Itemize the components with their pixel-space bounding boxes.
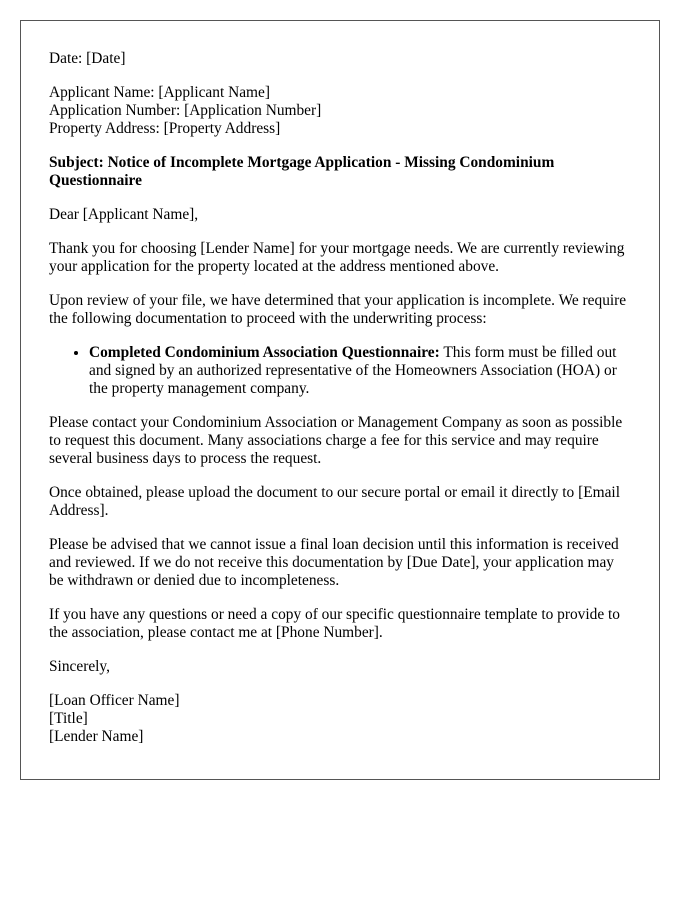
paragraph-advisory: Please be advised that we cannot issue a final loan decision until this information is received and reviewed. If we do not receive this documentation by [Due Date], your application may be withdrawn or denied due to incompleteness. [49, 536, 619, 589]
closing: Sincerely, [49, 658, 110, 675]
signature-name: [Loan Officer Name] [49, 692, 180, 709]
application-number-line: Application Number: [Application Number] [49, 102, 322, 119]
salutation: Dear [Applicant Name], [49, 206, 199, 223]
paragraph-upload: Once obtained, please upload the document to our secure portal or email it directly to [Email Address]. [49, 484, 620, 519]
signature-title: [Title] [49, 710, 88, 727]
applicant-name-line: Applicant Name: [Applicant Name] [49, 84, 270, 101]
property-address-line: Property Address: [Property Address] [49, 120, 281, 137]
list-item [89, 344, 631, 398]
date-line: Date: [Date] [49, 50, 126, 67]
subject-line: Subject: Notice of Incomplete Mortgage Application - Missing Condominium Questionnaire [49, 154, 555, 189]
paragraph-contact-association: Please contact your Condominium Association or Management Company as soon as possible to request this document. Many associations charge a fee for this service and may require several business days to process the request. [49, 414, 623, 467]
paragraph-incomplete: Upon review of your file, we have determined that your application is incomplete. We require the following documentation to proceed with the underwriting process: [49, 292, 627, 327]
paragraph-questions: If you have any questions or need a copy of our specific questionnaire template to provide to the association, please contact me at [Phone Number]. [49, 606, 620, 641]
signature-block [49, 692, 631, 746]
requirement-text: This form must be filled out and signed by an authorized representative of the Homeowners Association (HOA) or the property management company. [89, 344, 617, 397]
letter-page [20, 20, 660, 780]
signature-lender: [Lender Name] [49, 728, 144, 745]
requirement-title: Completed Condominium Association Questionnaire: [89, 344, 440, 361]
paragraph-intro: Thank you for choosing [Lender Name] for your mortgage needs. We are currently reviewing your application for the property located at the address mentioned above. [49, 240, 625, 275]
requirements-list [49, 344, 631, 398]
applicant-info-block [49, 84, 631, 138]
